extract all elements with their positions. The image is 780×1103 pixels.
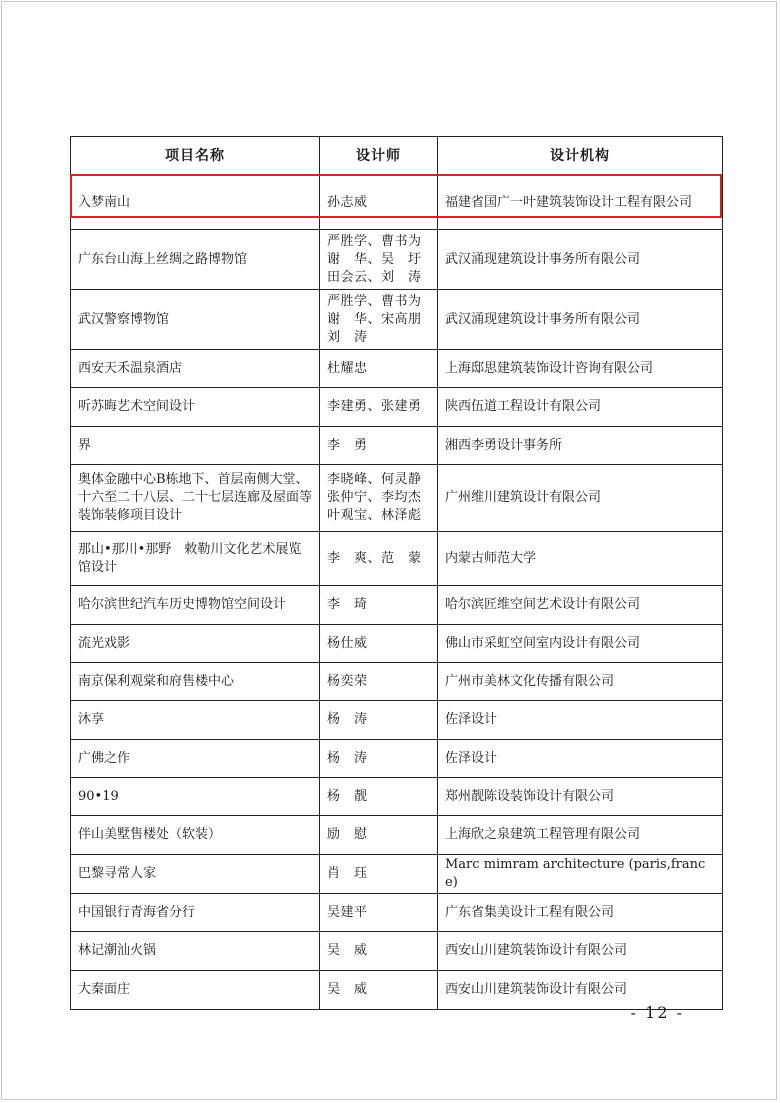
project-name: 听苏晦艺术空间设计 [71, 388, 320, 427]
table-row [71, 465, 723, 532]
organization-name: 郑州靓陈设装饰设计有限公司 [438, 778, 723, 816]
table-row [71, 350, 723, 388]
designer-name: 吴 威 [320, 971, 438, 1010]
designer-name: 杨 靓 [320, 778, 438, 816]
table-row [71, 176, 723, 230]
organization-name: 佐泽设计 [438, 740, 723, 778]
organization-name: 武汉涌现建筑设计事务所有限公司 [438, 230, 723, 290]
project-name: 武汉警察博物馆 [71, 290, 320, 350]
organization-name: 哈尔滨匠维空间艺术设计有限公司 [438, 586, 723, 625]
project-name: 入梦南山 [71, 176, 320, 230]
organization-name: 广东省集美设计工程有限公司 [438, 894, 723, 932]
designer-name: 严胜学、曹书为 谢 华、宋高朋 刘 涛 [320, 290, 438, 350]
project-name: 大秦面庄 [71, 971, 320, 1010]
project-name: 伴山美墅售楼处（软装） [71, 816, 320, 855]
table-row [71, 932, 723, 971]
header-designer: 设计师 [320, 137, 438, 176]
designer-name: 严胜学、曹书为 谢 华、吴 圩 田会云、刘 涛 [320, 230, 438, 290]
table-row [71, 740, 723, 778]
organization-name: 湘西李勇设计事务所 [438, 427, 723, 465]
table-row [71, 816, 723, 855]
project-name: 巴黎寻常人家 [71, 855, 320, 894]
project-name: 90•19 [71, 778, 320, 816]
organization-name: 上海邸思建筑装饰设计咨询有限公司 [438, 350, 723, 388]
designer-name: 吴 威 [320, 932, 438, 971]
project-name: 界 [71, 427, 320, 465]
project-name: 广佛之作 [71, 740, 320, 778]
designer-name: 李 勇 [320, 427, 438, 465]
organization-name: 内蒙古师范大学 [438, 532, 723, 586]
organization-name: Marc mimram architecture (paris,france) [438, 855, 723, 894]
project-name: 沐享 [71, 701, 320, 740]
organization-name: 武汉涌现建筑设计事务所有限公司 [438, 290, 723, 350]
organization-name: 上海欣之泉建筑工程管理有限公司 [438, 816, 723, 855]
table-row [71, 778, 723, 816]
project-name: 西安天禾温泉酒店 [71, 350, 320, 388]
organization-name: 佐泽设计 [438, 701, 723, 740]
table-row [71, 290, 723, 350]
designer-name: 杜耀忠 [320, 350, 438, 388]
organization-name: 广州市美林文化传播有限公司 [438, 663, 723, 701]
table-row [71, 971, 723, 1010]
table-row [71, 586, 723, 625]
table-row [71, 230, 723, 290]
organization-name: 西安山川建筑装饰设计有限公司 [438, 971, 723, 1010]
awards-table [70, 136, 723, 1010]
organization-name: 陕西伍道工程设计有限公司 [438, 388, 723, 427]
project-name: 奥体金融中心B栋地下、首层南侧大堂、十六至二十八层、二十七层连廊及屋面等装饰装修项目设计 [71, 465, 320, 532]
table-row [71, 663, 723, 701]
table-row [71, 388, 723, 427]
table-row [71, 701, 723, 740]
header-organization: 设计机构 [438, 137, 723, 176]
designer-name: 李晓峰、何灵静 张仲宁、李均杰 叶观宝、林泽彪 [320, 465, 438, 532]
table-row [71, 855, 723, 894]
designer-name: 李 爽、范 蒙 [320, 532, 438, 586]
organization-name: 西安山川建筑装饰设计有限公司 [438, 932, 723, 971]
table-row [71, 532, 723, 586]
designer-name: 杨奕荣 [320, 663, 438, 701]
designer-name: 励 慰 [320, 816, 438, 855]
table-row [71, 625, 723, 663]
designer-name: 吴建平 [320, 894, 438, 932]
project-name: 广东台山海上丝绸之路博物馆 [71, 230, 320, 290]
project-name: 哈尔滨世纪汽车历史博物馆空间设计 [71, 586, 320, 625]
designer-name: 杨 涛 [320, 701, 438, 740]
organization-name: 佛山市采虹空间室内设计有限公司 [438, 625, 723, 663]
designer-name: 肖 珏 [320, 855, 438, 894]
organization-name: 福建省国广一叶建筑装饰设计工程有限公司 [438, 176, 723, 230]
project-name: 那山•那川•那野 敕勒川文化艺术展览馆设计 [71, 532, 320, 586]
designer-name: 杨 涛 [320, 740, 438, 778]
designer-name: 孙志威 [320, 176, 438, 230]
header-project: 项目名称 [71, 137, 320, 176]
designer-name: 李 琦 [320, 586, 438, 625]
project-name: 流光戏影 [71, 625, 320, 663]
project-name: 南京保利观棠和府售楼中心 [71, 663, 320, 701]
page-number: - 12 - [630, 1003, 684, 1022]
organization-name: 广州维川建筑设计有限公司 [438, 465, 723, 532]
table-row [71, 894, 723, 932]
designer-name: 李建勇、张建勇 [320, 388, 438, 427]
project-name: 林记潮汕火锅 [71, 932, 320, 971]
designer-name: 杨仕威 [320, 625, 438, 663]
project-name: 中国银行青海省分行 [71, 894, 320, 932]
table-row [71, 427, 723, 465]
header-row [71, 137, 723, 176]
